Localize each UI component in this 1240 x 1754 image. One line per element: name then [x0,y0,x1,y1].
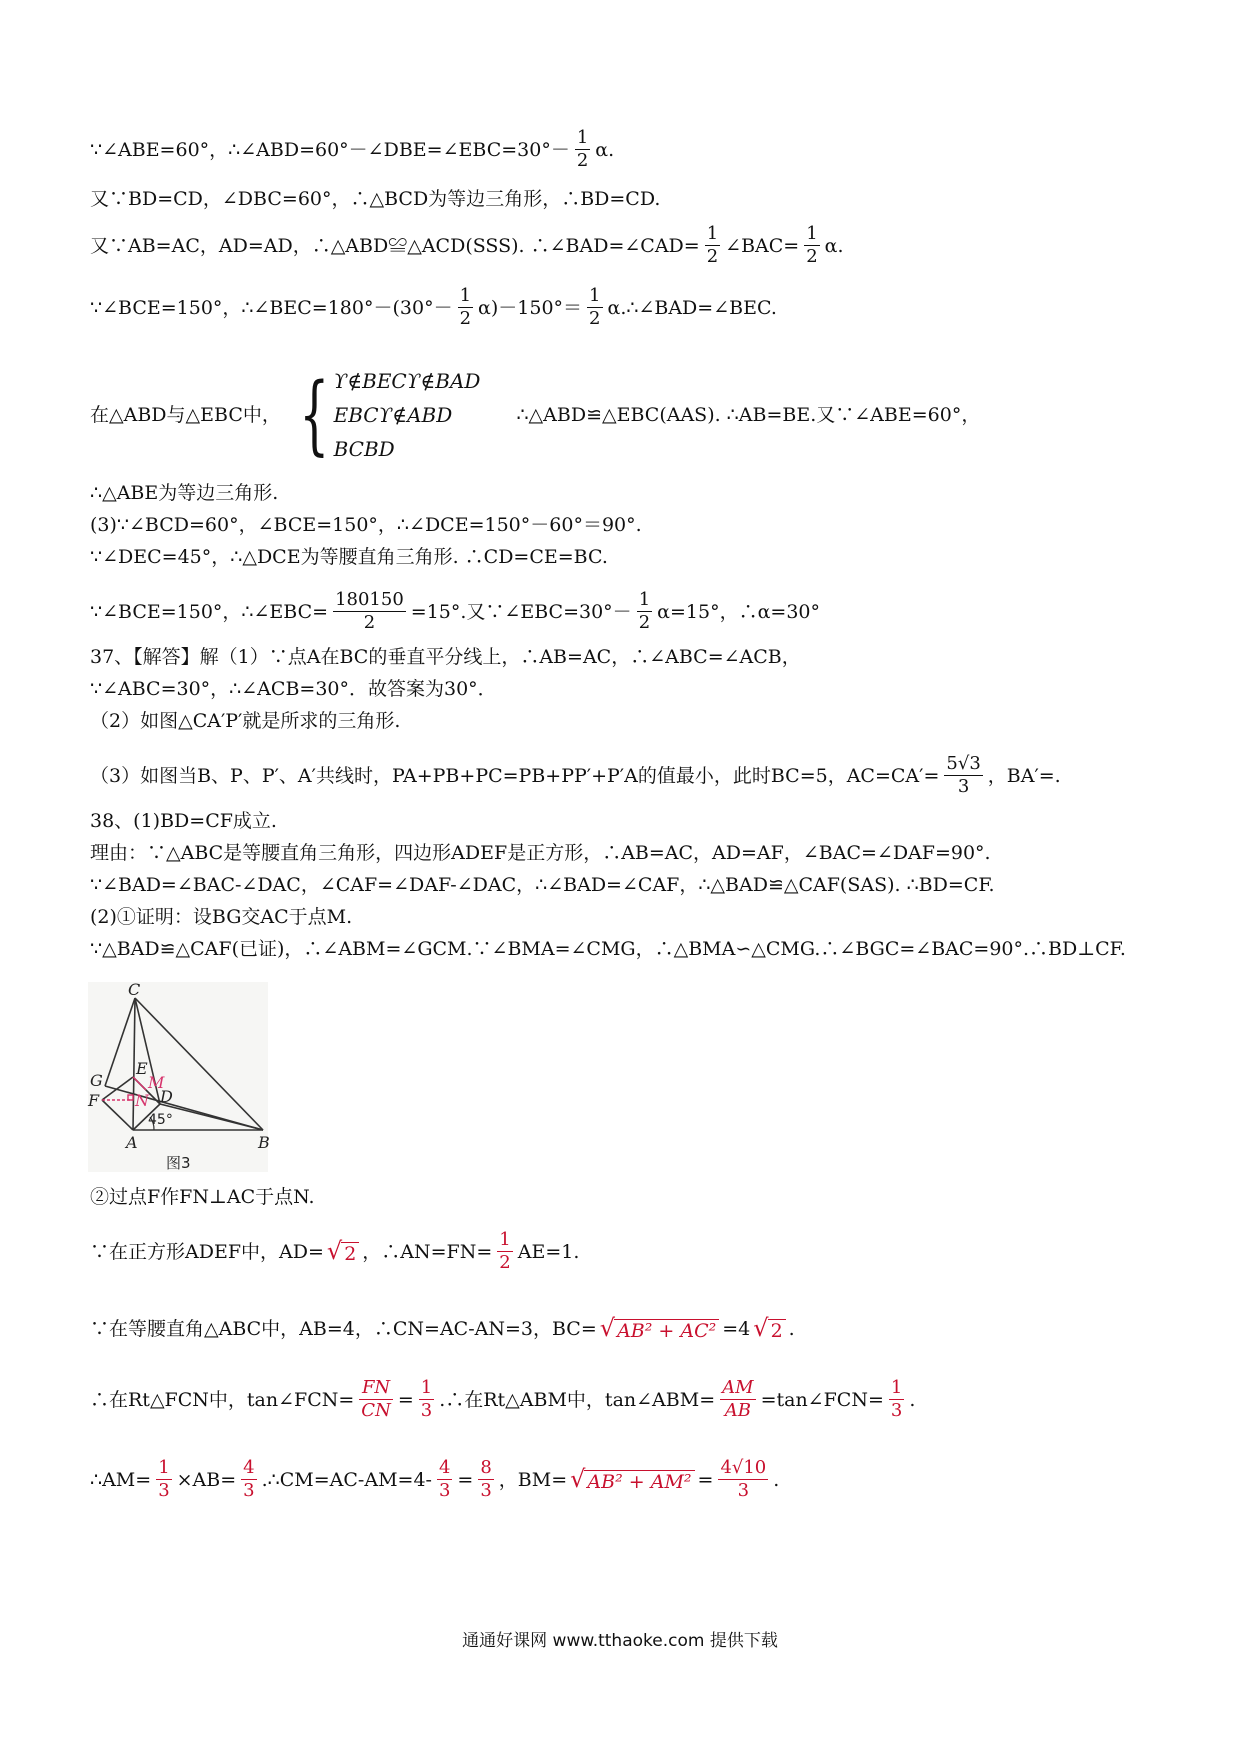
text-line: ∵△BAD≌△CAF(已证)，∴∠ABM=∠GCM.∵∠BMA=∠CMG，∴△BMA∽△CMG.∴∠BGC=∠BAC=90°.∴BD⊥CF. [90,938,1126,960]
text-line: 理由：∵△ABC是等腰直角三角形，四边形ADEF是正方形，∴AB=AC，AD=AF，∠BAC=∠DAF=90°. [90,842,991,864]
fraction: $\frac{4√10}{3}$ [720,1457,767,1501]
label-a: A [126,1133,138,1152]
label-n: N [135,1091,149,1110]
fraction: $\frac{8}{3}$ [480,1457,492,1501]
label-f: F [88,1091,100,1110]
text-line: ∴AM= $\frac{1}{3}$ ×AB= $\frac{4}{3}$ .∴CM=AC-AM=4- $\frac{4}{3}$ = $\frac{8}{3}$ ，BM= √ AB² + AM² = $\frac{4√10}{3}$ . [90,1457,780,1501]
fraction: $\frac{1}{2}$ [459,285,472,329]
label-g: G [90,1071,103,1090]
equation-system: { ϒ∉BECϒ∉BAD EBCϒ∉ABD BCBD [299,365,481,465]
label-b: B [258,1133,270,1152]
fraction: $\frac{1}{2}$ [576,127,589,171]
label-d: D [160,1087,173,1106]
geometry-figure [88,982,268,1172]
text-line: ∴在Rt△FCN中，tan∠FCN= $\frac{FN}{CN}$ = $\frac{1}{3}$ .∴在Rt△ABM中，tan∠ABM= $\frac{AM}{AB}$ =tan∠FCN= $\frac{1}{3}$ . [90,1377,916,1421]
fraction: $\frac{1}{3}$ [890,1377,903,1421]
figure-svg [88,982,268,1172]
text-line: 在△ABD与△EBC中， { ϒ∉BECϒ∉BAD EBCϒ∉ABD BCBD ∴△ABD≌△EBC(AAS). ∴AB=BE.又∵∠ABE=60°， [90,365,981,465]
text-line: ∵∠BCE=150°，∴∠BEC=180°－(30°－ $\frac{1}{2}$ α)－150°＝ $\frac{1}{2}$ α.∴∠BAD=∠BEC. [90,285,777,329]
fraction: $\frac{4}{3}$ [243,1457,255,1501]
label-c: C [128,980,141,999]
page-footer: 通通好课网 www.tthaoke.com 提供下载 [462,1631,778,1651]
text-line: ∴△ABE为等边三角形. [90,482,279,504]
text-line: ∵∠BAD=∠BAC-∠DAC，∠CAF=∠DAF-∠DAC，∴∠BAD=∠CAF，∴△BAD≌△CAF(SAS). ∴BD=CF. [90,874,995,896]
text-line: (3)∵∠BCD=60°，∠BCE=150°，∴∠DCE=150°－60°＝90°. [90,514,642,536]
fraction: $\frac{1}{2}$ [589,285,601,329]
fraction: $\frac{1}{3}$ [420,1377,433,1421]
text-line: ∵∠DEC=45°，∴△DCE为等腰直角三角形. ∴CD=CE=BC. [90,546,608,568]
fraction: $\frac{1}{2}$ [706,223,719,267]
text-line: 38、(1)BD=CF成立. [90,810,277,832]
text-line: （2）如图△CA′P′就是所求的三角形. [90,710,401,732]
sqrt-expression: √ AB² + AM² [570,1467,694,1493]
sqrt-expression: √ 2 [753,1316,785,1342]
fraction: $\frac{FN}{CN}$ [361,1377,391,1421]
text-line: ∵在正方形ADEF中，AD= √ 2 ，∴AN=FN= $\frac{1}{2}$ AE=1. [90,1229,580,1273]
figure-caption: 图3 [166,1154,191,1172]
text-line: 又∵BD=CD，∠DBC=60°，∴△BCD为等边三角形，∴BD=CD. [90,188,661,210]
text-line: ∵在等腰直角△ABC中，AB=4，∴CN=AC-AN=3，BC= √ AB² + AC² =4 √ 2 . [90,1314,795,1342]
text-line: 37、【解答】解（1）∵点A在BC的垂直平分线上，∴AB=AC，∴∠ABC=∠ACB， [90,646,801,668]
text-line: (2)①证明：设BG交AC于点M. [90,906,353,928]
text-line: ∵∠ABC=30°，∴∠ACB=30°．故答案为30°． [90,678,497,700]
text-line: ②过点F作FN⊥AC于点N. [90,1186,315,1208]
fraction: $\frac{1}{2}$ [499,1229,511,1273]
sqrt-expression: √ AB² + AC² [600,1316,719,1342]
fraction: $\frac{5√3}{3}$ [946,753,981,797]
fraction: $\frac{1}{2}$ [806,223,818,267]
angle-label: 45° [148,1112,173,1128]
text-line: ∵∠ABE=60°，∴∠ABD=60°－∠DBE=∠EBC=30°－ $\frac{1}{2}$ α. [90,127,615,171]
label-m: M [148,1073,165,1092]
label-e: E [136,1059,148,1078]
sqrt-expression: √ 2 [327,1239,359,1265]
fraction: $\frac{180150}{2}$ [335,589,404,633]
fraction: $\frac{1}{3}$ [158,1457,170,1501]
fraction: $\frac{1}{2}$ [638,589,651,633]
fraction: $\frac{AM}{AB}$ [722,1377,754,1421]
text-line: ∵∠BCE=150°，∴∠EBC= $\frac{180150}{2}$ =15°.又∵∠EBC=30°－ $\frac{1}{2}$ α=15°，∴α=30° [90,589,820,633]
text-line: 又∵AB=AC，AD=AD，∴△ABD≌△ACD(SSS). ∴∠BAD=∠CAD= $\frac{1}{2}$ ∠BAC= $\frac{1}{2}$ α. [90,223,844,267]
fraction: $\frac{4}{3}$ [438,1457,451,1501]
text-line: （3）如图当B、P、P′、A′共线时，PA+PB+PC=PB+PP′+P′A的值最小，此时BC=5，AC=CA′= $\frac{5√3}{3}$ ，BA′=. [90,753,1061,797]
